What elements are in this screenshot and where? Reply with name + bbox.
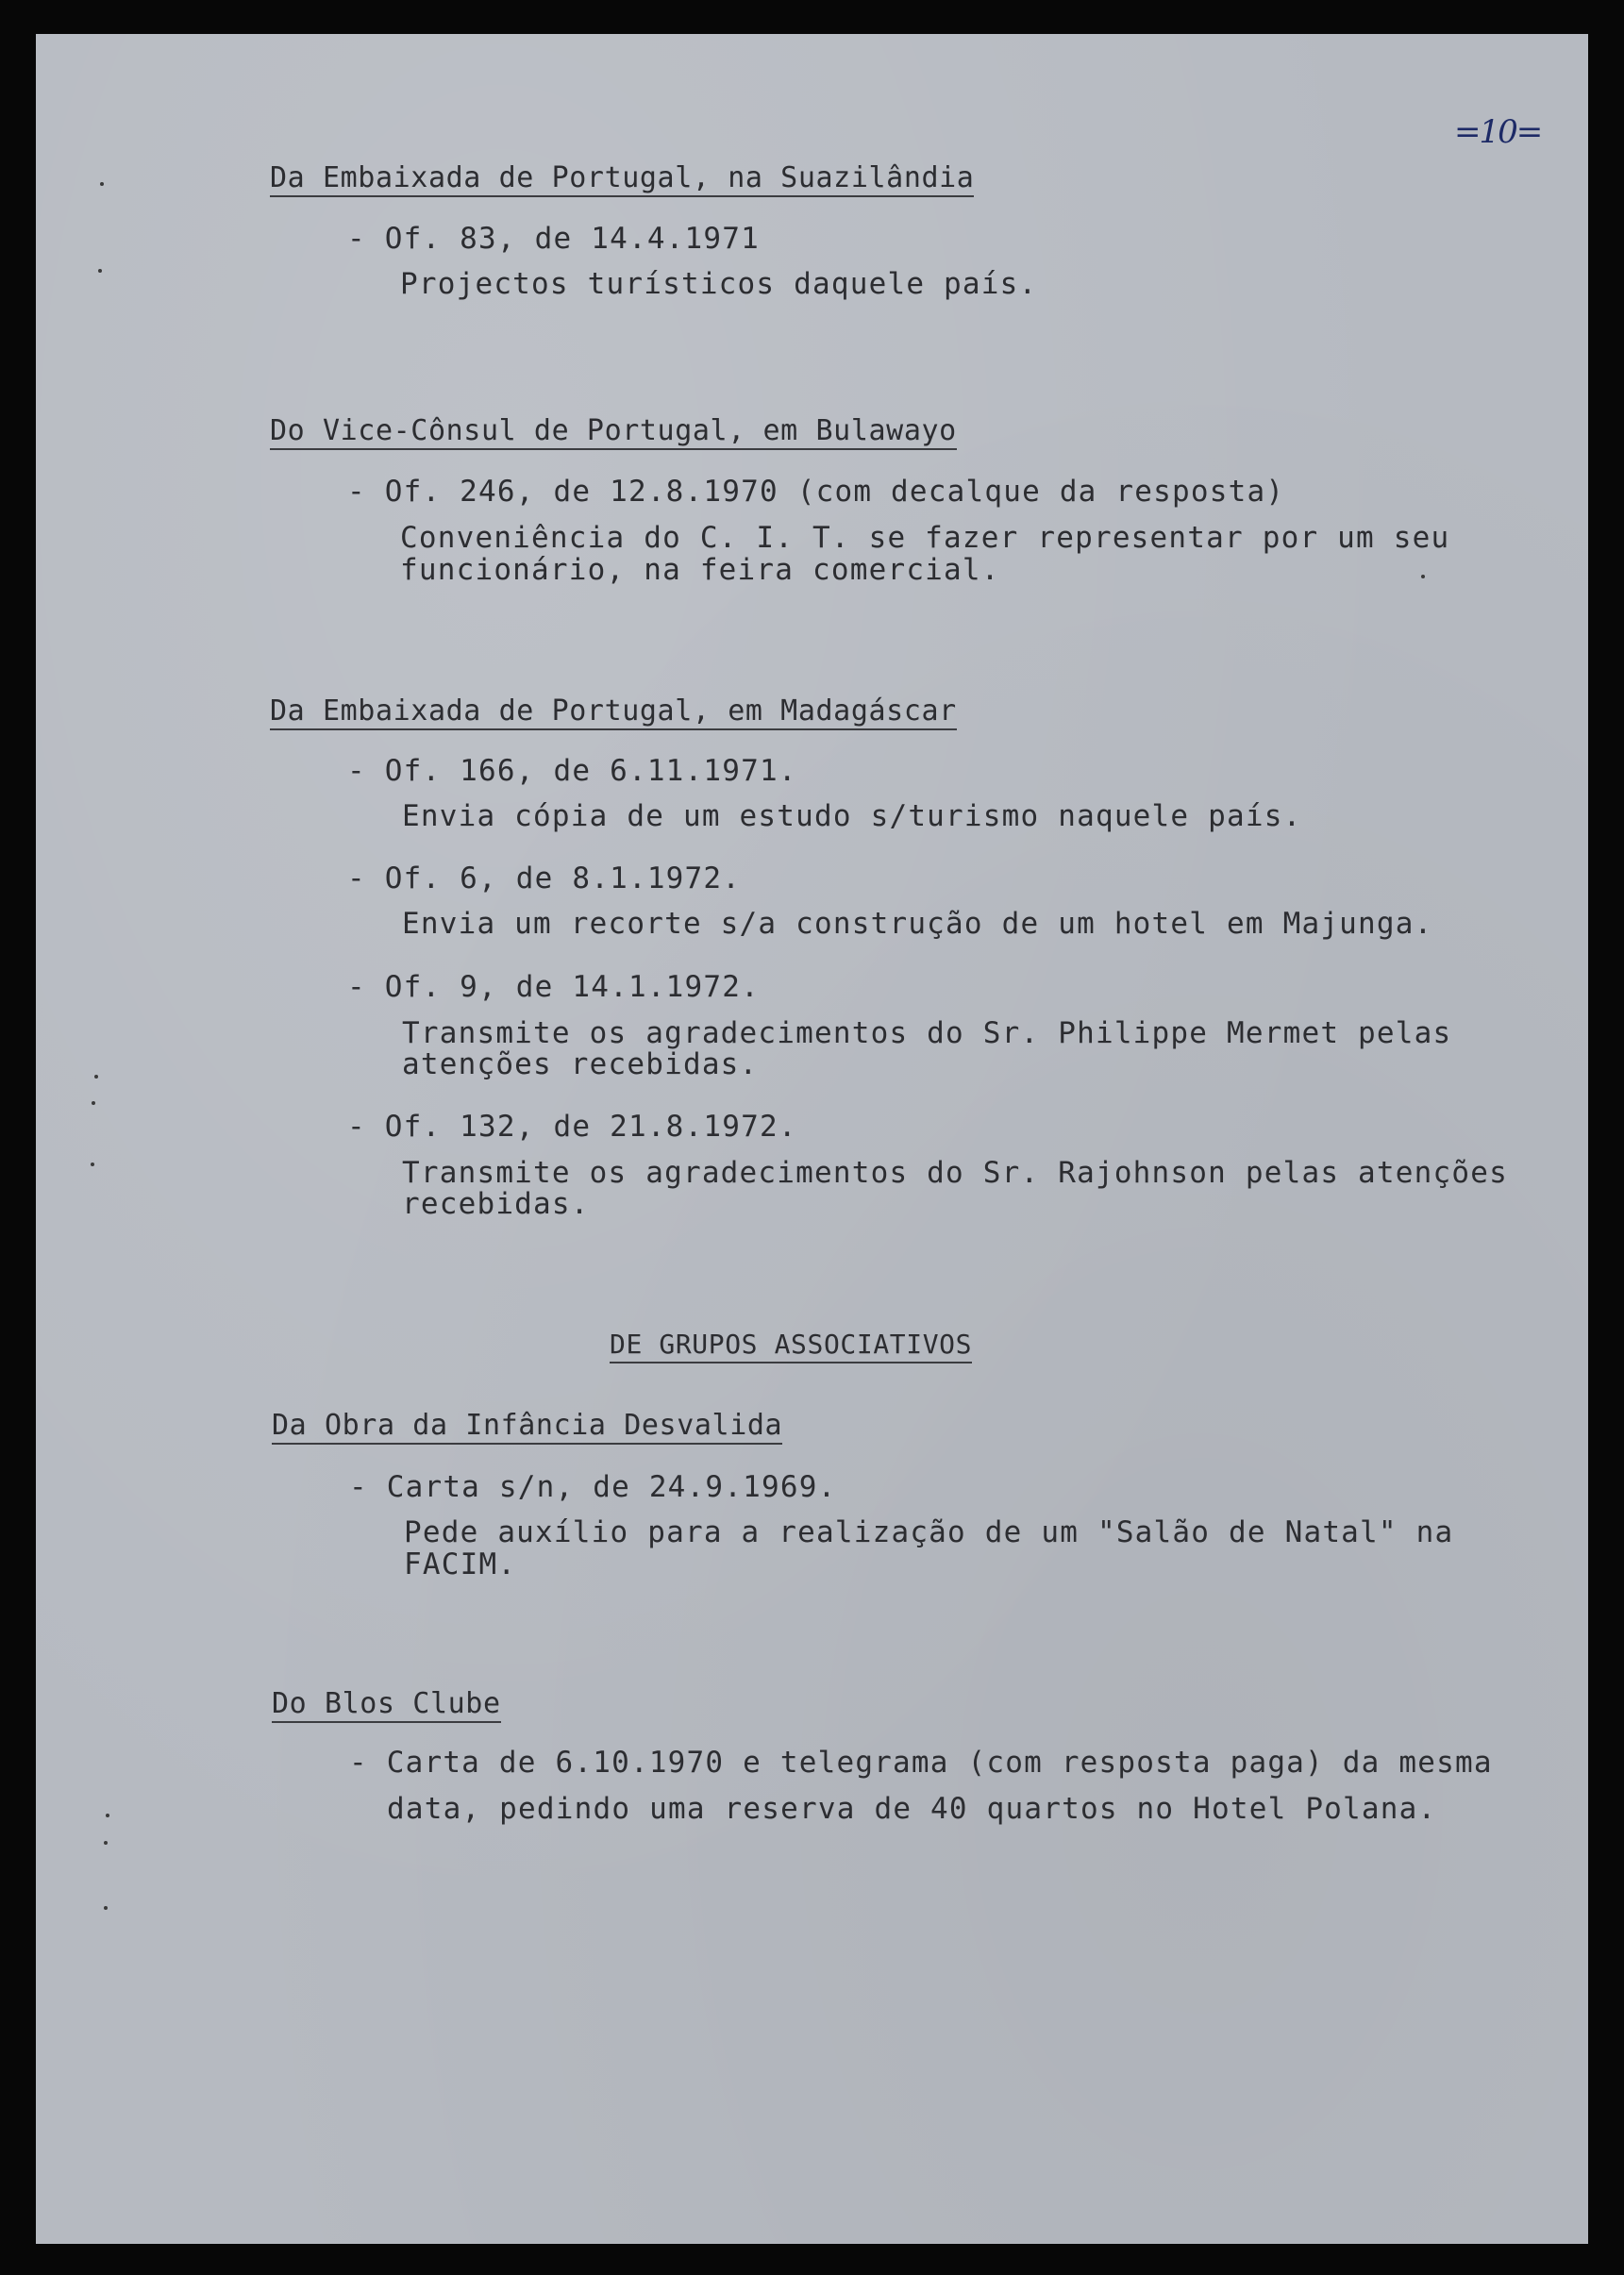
page-number: =10= — [1454, 113, 1542, 151]
margin-mark — [94, 1075, 98, 1079]
section-heading-blos-clube: Do Blos Clube — [272, 1688, 501, 1723]
margin-mark — [104, 1906, 108, 1910]
margin-mark — [91, 1163, 94, 1166]
entry-description: Transmite os agradecimentos do Sr. Philippe Mermet pelas — [402, 1016, 1452, 1050]
entry-reference: - Carta s/n, de 24.9.1969. — [349, 1470, 837, 1504]
entry-reference: - Of. 132, de 21.8.1972. — [347, 1110, 797, 1144]
margin-mark — [100, 182, 104, 186]
entry-description: data, pedindo uma reserva de 40 quartos no Hotel Polana. — [387, 1792, 1437, 1826]
entry-description: FACIM. — [404, 1547, 517, 1581]
section-heading-bulawayo: Do Vice-Cônsul de Portugal, em Bulawayo — [270, 415, 957, 450]
margin-mark — [106, 1814, 109, 1817]
entry-reference: - Carta de 6.10.1970 e telegrama (com resposta paga) da mesma — [349, 1746, 1493, 1780]
entry-description: Envia cópia de um estudo s/turismo naquele país. — [402, 799, 1302, 833]
section-title-grupos-associativos: DE GRUPOS ASSOCIATIVOS — [610, 1329, 972, 1363]
margin-mark — [98, 269, 102, 273]
entry-reference: - Of. 83, de 14.4.1971 — [347, 222, 760, 256]
document-page — [36, 34, 1588, 2244]
margin-mark — [104, 1841, 108, 1845]
entry-description: Transmite os agradecimentos do Sr. Rajohnson pelas atenções — [402, 1156, 1508, 1190]
entry-description: recebidas. — [402, 1187, 590, 1221]
margin-mark — [1421, 575, 1425, 578]
entry-description: Envia um recorte s/a construção de um hotel em Majunga. — [402, 907, 1433, 941]
entry-reference: - Of. 9, de 14.1.1972. — [347, 970, 760, 1004]
section-heading-obra-infancia: Da Obra da Infância Desvalida — [272, 1410, 782, 1445]
section-heading-suazilandia: Da Embaixada de Portugal, na Suazilândia — [270, 162, 974, 197]
section-heading-madagascar: Da Embaixada de Portugal, em Madagáscar — [270, 695, 957, 730]
entry-description: Projectos turísticos daquele país. — [400, 267, 1038, 301]
entry-description: funcionário, na feira comercial. — [400, 553, 1000, 587]
entry-reference: - Of. 6, de 8.1.1972. — [347, 861, 742, 895]
margin-mark — [92, 1101, 95, 1105]
entry-description: atenções recebidas. — [402, 1047, 759, 1081]
entry-reference: - Of. 166, de 6.11.1971. — [347, 754, 797, 788]
entry-description: Pede auxílio para a realização de um "Salão de Natal" na — [404, 1515, 1454, 1549]
entry-reference: - Of. 246, de 12.8.1970 (com decalque da resposta) — [347, 475, 1285, 509]
entry-description: Conveniência do C. I. T. se fazer representar por um seu — [400, 521, 1450, 555]
